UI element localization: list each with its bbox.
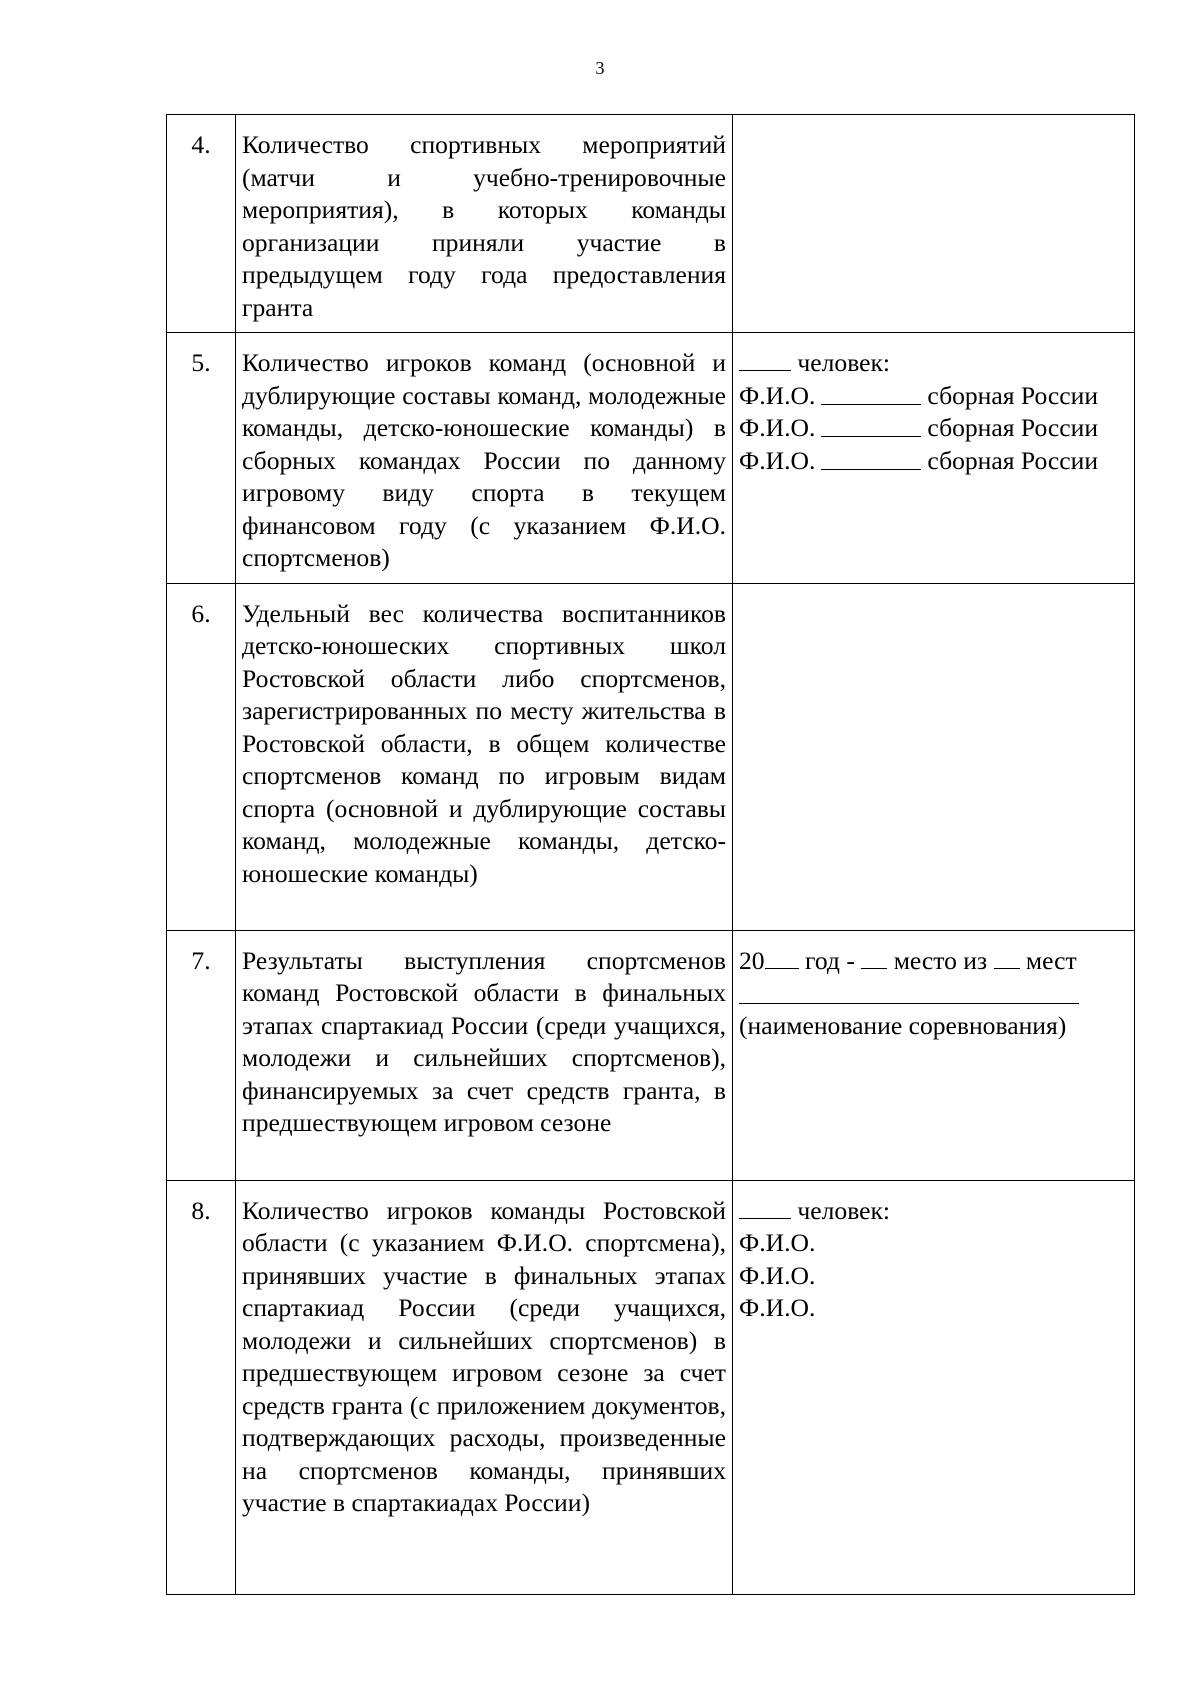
- row-number: 5.: [167, 333, 236, 584]
- count-suffix: человек:: [797, 348, 891, 377]
- fio-entry: [739, 445, 1128, 478]
- fio-label: Ф.И.О.: [739, 413, 816, 442]
- row-description: Удельный вес количества воспитанников детско-юношеских спортивных школ Ростовской области либо спортсменов, зарегистрированных по месту жительства в Ростовской области, в общем количестве спортсменов команд по игровым видам спорта (основной и дублирующие составы команд, молодежные команды, детско-юношеские команды): [236, 583, 733, 930]
- team-label: сборная России: [927, 413, 1099, 442]
- year-prefix: 20: [739, 945, 765, 975]
- fio-label: Ф.И.О.: [739, 445, 816, 475]
- row-value: [733, 930, 1135, 1180]
- fio-label: Ф.И.О.: [739, 1228, 816, 1257]
- row-value: [733, 333, 1135, 584]
- team-label: сборная России: [927, 445, 1099, 475]
- row-number: 8.: [167, 1180, 236, 1594]
- player-count-line: [739, 347, 1128, 380]
- row-value: [733, 1180, 1135, 1594]
- place-text: место из: [893, 945, 988, 975]
- player-count-line: [739, 1195, 1128, 1228]
- row-description: Количество игроков команды Ростовской области (с указанием Ф.И.О. спортсмена), принявших участие в финальных этапах спартакиад России (среди учащихся, молодежи и сильнейших спортсменов) в предшествующем игровом сезоне за счет средств гранта (с приложением документов, подтверждающих расходы, произведенные на спортсменов команды, принявших участие в спартакиадах России): [236, 1180, 733, 1594]
- table-row: [167, 930, 1135, 1180]
- row-number: 6.: [167, 583, 236, 930]
- year-text: год -: [805, 945, 855, 975]
- fio-label: Ф.И.О.: [739, 1293, 816, 1322]
- places-text: мест: [1025, 945, 1077, 975]
- team-label: сборная России: [927, 380, 1099, 410]
- table-row: [167, 1180, 1135, 1594]
- fio-label: Ф.И.О.: [739, 380, 816, 410]
- competition-name-blank: [739, 977, 1079, 1004]
- criteria-table: [166, 114, 1135, 1595]
- table-row: [167, 333, 1135, 584]
- row-description: Количество игроков команд (основной и дублирующие составы команд, молодежные команды, детско-юношеские команды) в сборных командах России по данному игровому виду спорта в текущем финансовом году (с указанием Ф.И.О. спортсменов): [236, 333, 733, 584]
- fio-label: Ф.И.О.: [739, 1260, 816, 1290]
- result-line: [739, 945, 1128, 978]
- row-number: 7.: [167, 930, 236, 1180]
- row-description: Количество спортивных мероприятий (матчи и учебно-тренировочные мероприятия), в которых команды организации приняли участие в предыдущем году года предоставления гранта: [236, 115, 733, 333]
- fio-entry: [739, 380, 1128, 413]
- count-suffix: человек:: [797, 1195, 891, 1225]
- table-row: [167, 583, 1135, 930]
- fio-entry: [739, 412, 1128, 445]
- row-number: 4.: [167, 115, 236, 333]
- row-value: [733, 583, 1135, 930]
- row-value: [733, 115, 1135, 333]
- competition-caption: (наименование соревнования): [739, 1011, 1067, 1040]
- row-description: Результаты выступления спортсменов команд Ростовской области в финальных этапах спартакиад России (среди учащихся, молодежи и сильнейших спортсменов), финансируемых за счет средств гранта, в предшествующем игровом сезоне: [236, 930, 733, 1180]
- table-row: [167, 115, 1135, 333]
- page-number: 3: [595, 58, 605, 78]
